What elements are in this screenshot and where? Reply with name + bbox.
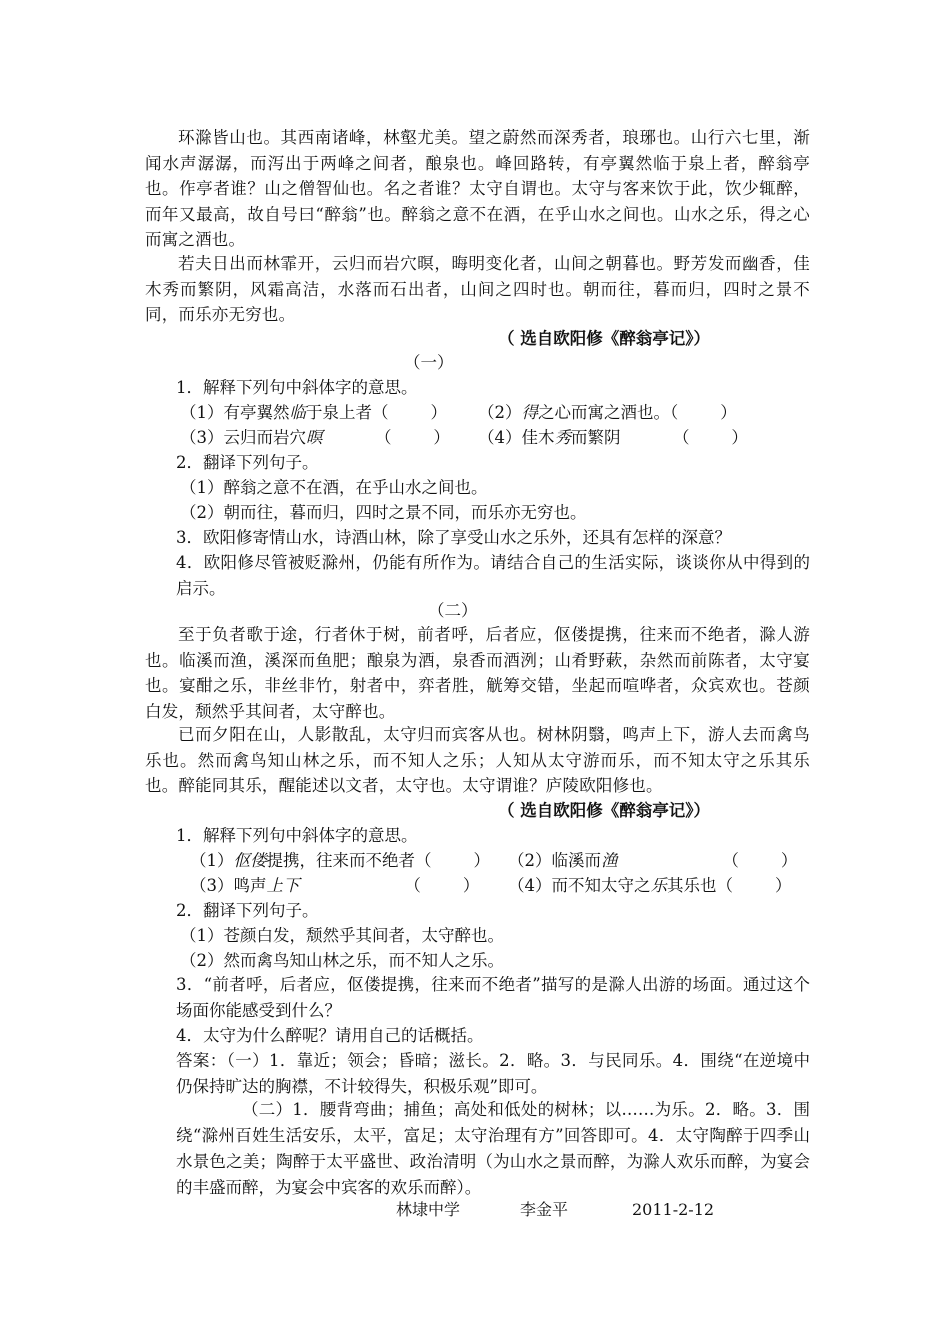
footer-author: 李金平 <box>520 1200 569 1219</box>
section2-q2-item1: （1）苍颜白发，颓然乎其间者，太守醉也。 <box>180 926 504 945</box>
footer-school: 林埭中学 <box>396 1200 461 1219</box>
section1-q1: 1．解释下列句中斜体字的意思。 <box>176 378 418 397</box>
section1-q2-item1: （1）醉翁之意不在酒，在乎山水之间也。 <box>180 478 488 497</box>
section2-q2-item2: （2）然而禽鸟知山林之乐，而不知人之乐。 <box>180 951 504 970</box>
section2-q1: 1．解释下列句中斜体字的意思。 <box>176 826 418 845</box>
answers-part1: 答案：（一）1．靠近；领会；昏暗；滋长。2．略。3．与民同乐。4．围绕“在逆境中仍保持旷达的胸襟，不计较得失，积极乐观”即可。 <box>176 1051 810 1096</box>
section2-q1-item1: （1）伛偻提携，往来而不绝者（ ） <box>190 851 490 870</box>
passage1-para2: 若夫日出而林霏开，云归而岩穴暝，晦明变化者，山间之朝暮也。野芳发而幽香，佳木秀而繁阴，风霜高洁，水落而石出者，山间之四时也。朝而往，暮而归，四时之景不同，而乐亦无穷也。 <box>145 254 810 324</box>
section1-q4: 4．欧阳修尽管被贬滁州，仍能有所作为。请结合自己的生活实际，谈谈你从中得到的启示。 <box>176 553 810 598</box>
passage2-para1: 至于负者歌于途，行者休于树，前者呼，后者应，伛偻提携，往来而不绝者，滁人游也。临溪而渔，溪深而鱼肥；酿泉为酒，泉香而酒洌；山肴野蔌，杂然而前陈者，太守宴也。宴酣之乐，非丝非竹，射者中，弈者胜，觥筹交错，坐起而喧哗者，众宾欢也。苍颜白发，颓然乎其间者，太守醉也。 <box>145 625 810 721</box>
section1-q3: 3．欧阳修寄情山水，诗酒山林，除了享受山水之乐外，还具有怎样的深意？ <box>176 528 731 547</box>
passage2-source: （ 选自欧阳修《醉翁亭记》） <box>498 801 710 820</box>
section2-q4: 4．太守为什么醉呢？请用自己的话概括。 <box>176 1026 484 1045</box>
footer-date: 2011-2-12 <box>632 1200 715 1219</box>
passage1-source: （ 选自欧阳修《醉翁亭记》） <box>498 329 710 348</box>
section2-q1-item4: （4）而不知太守之乐其乐也（ ） <box>508 876 792 895</box>
section1-q1-item1: （1）有亭翼然临于泉上者（ ） <box>180 403 447 422</box>
answers-part2: （二）1．腰背弯曲；捕鱼；高处和低处的树林；以……为乐。2．略。3．围绕“滁州百姓生活安乐，太平，富足；太守治理有方”回答即可。4．太守陶醉于四季山水景色之美；陶醉于太平盛世、政治清明（为山水之景而醉，为滁人欢乐而醉，为宴会的丰盛而醉，为宴会中宾客的欢乐而醉）。 <box>176 1100 810 1197</box>
passage1-para1: 环滁皆山也。其西南诸峰，林壑尤美。望之蔚然而深秀者，琅琊也。山行六七里，渐闻水声潺潺，而泻出于两峰之间者，酿泉也。峰回路转，有亭翼然临于泉上者，醉翁亭也。作亭者谁？山之僧智仙也。名之者谁？太守自谓也。太守与客来饮于此，饮少辄醉，而年又最高，故自号曰“醉翁”也。醉翁之意不在酒，在乎山水之间也。山水之乐，得之心而寓之酒也。 <box>145 128 810 249</box>
section2-q3: 3．“前者呼，后者应，伛偻提携，往来而不绝者”描写的是滁人出游的场面。通过这个场面你能感受到什么？ <box>176 975 810 1020</box>
section2-heading: （二） <box>428 601 478 620</box>
section1-q1-item4: （4）佳木秀而繁阴 （ ） <box>478 428 748 447</box>
section1-q2: 2．翻译下列句子。 <box>176 453 319 472</box>
section1-q1-item2: （2）得之心而寓之酒也。（ ） <box>478 403 737 422</box>
section2-q2: 2．翻译下列句子。 <box>176 901 319 920</box>
section2-q1-item3: （3）鸣声上下 （ ） <box>190 876 480 895</box>
section1-q2-item2: （2）朝而往，暮而归，四时之景不同，而乐亦无穷也。 <box>180 503 587 522</box>
section2-q1-item2: （2）临溪而渔 （ ） <box>508 851 798 870</box>
section1-q1-item3: （3）云归而岩穴暝 （ ） <box>180 428 450 447</box>
passage2-para2: 已而夕阳在山，人影散乱，太守归而宾客从也。树林阴翳，鸣声上下，游人去而禽鸟乐也。然而禽鸟知山林之乐，而不知人之乐；人知从太守游而乐，而不知太守之乐其乐也。醉能同其乐，醒能述以文者，太守也。太守谓谁？庐陵欧阳修也。 <box>145 725 810 795</box>
section1-heading: （一） <box>404 353 454 372</box>
